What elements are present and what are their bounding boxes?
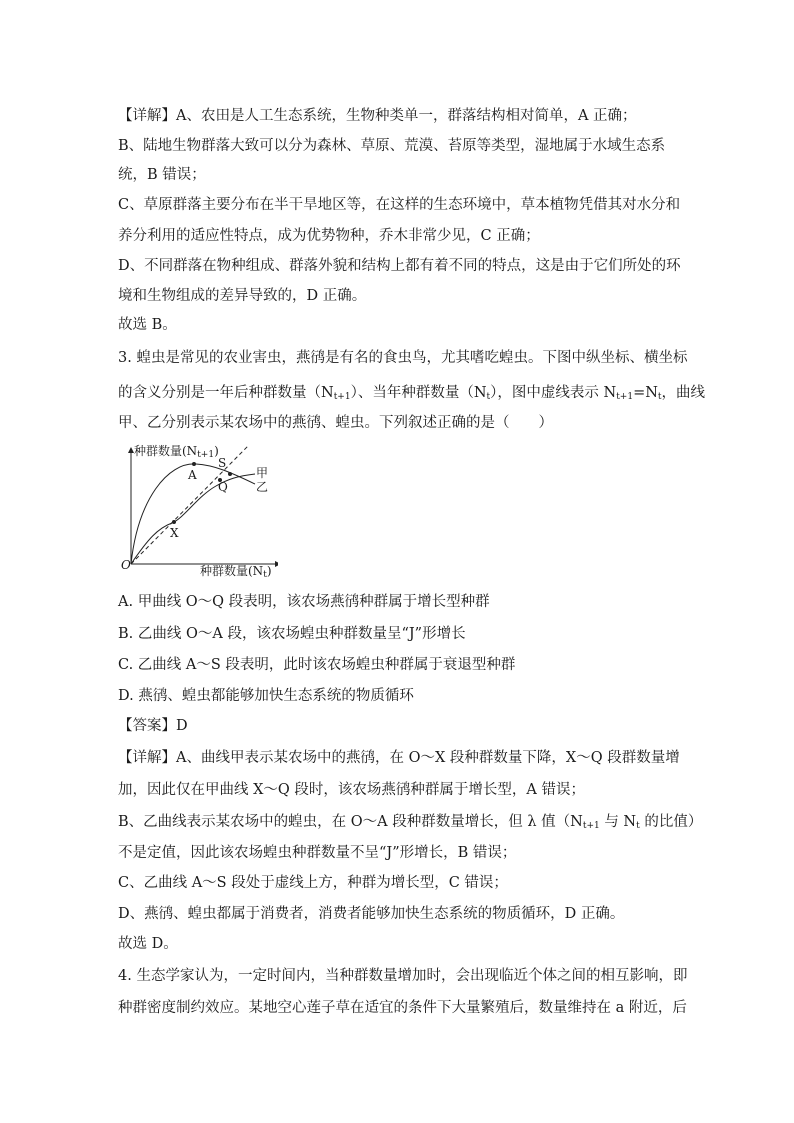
population-curve-figure <box>118 444 278 584</box>
point-A-label: A <box>188 468 197 482</box>
detail-line: D、不同群落在物种组成、群落外貌和结构上都有着不同的特点，这是由于它们所处的环 <box>118 258 681 274</box>
detail-line: D、燕鸻、蝗虫都属于消费者，消费者能够加快生态系统的物质循环，D 正确。 <box>118 906 625 922</box>
detail-line: 【详解】A、曲线甲表示某农场中的燕鸻，在 O～X 段种群数量下降，X～Q 段群数量增 <box>118 750 680 766</box>
question-stem-line: 的含义分别是一年后种群数量$(N_{t+1})$、当年种群数量$(N_t)$，图中虚线表示 $N_{t+1}=N_t$，曲线 <box>118 385 706 402</box>
curve-jia <box>131 474 255 564</box>
point-S-label: S <box>218 456 227 470</box>
point-S-dot <box>228 472 232 476</box>
option-a: A. 甲曲线 O～Q 段表明，该农场燕鸻种群属于增长型种群 <box>118 594 490 610</box>
point-A-dot <box>192 462 196 466</box>
detail-line: 【详解】A、农田是人工生态系统，生物种类单一，群落结构相对简单，A 正确； <box>118 108 637 124</box>
origin-label: O <box>121 558 131 572</box>
conclusion-line: 故选 D。 <box>118 936 178 952</box>
question-stem-line: 4. 生态学家认为，一定时间内，当种群数量增加时，会出现临近个体之间的相互影响，即 <box>118 968 688 984</box>
detail-line: 境和生物组成的差异导致的，D 正确。 <box>118 288 367 304</box>
detail-line: C、草原群落主要分布在半干旱地区等，在这样的生态环境中，草本植物凭借其对水分和 <box>118 197 681 213</box>
detail-line: B、乙曲线表示某农场中的蝗虫，在 O～A 段种群数量增长，但 λ 值（$N_{t+1}$ 与 $N_t$ 的比值） <box>118 814 703 831</box>
question-stem-line: 种群密度制约效应。某地空心莲子草在适宜的条件下大量繁殖后，数量维持在 a 附近，后 <box>118 1000 687 1016</box>
point-X-label: X <box>170 526 179 540</box>
detail-line: B、陆地生物群落大致可以分为森林、草原、荒漠、苔原等类型，湿地属于水域生态系 <box>118 138 666 154</box>
option-c: C. 乙曲线 A～S 段表明，此时该农场蝗虫种群属于衰退型种群 <box>118 657 516 673</box>
detail-line: 加，因此仅在甲曲线 X～Q 段时，该农场燕鸻种群属于增长型，A 错误； <box>118 782 586 798</box>
answer-line: 【答案】D <box>118 718 188 734</box>
question-stem-line: 3. 蝗虫是常见的农业害虫，燕鸻是有名的食虫鸟，尤其嗜吃蝗虫。下图中纵坐标、横坐标 <box>118 350 688 366</box>
detail-line: C、乙曲线 A～S 段处于虚线上方，种群为增长型，C 错误； <box>118 875 508 891</box>
point-X-dot <box>172 520 176 524</box>
point-Q-label: Q <box>218 480 228 494</box>
option-b: B. 乙曲线 O～A 段，该农场蝗虫种群数量呈“J”形增长 <box>118 626 466 642</box>
detail-line: 养分利用的适应性特点，成为优势物种，乔木非常少见，C 正确； <box>118 228 540 244</box>
detail-line: 不是定值，因此该农场蝗虫种群数量不呈“J”形增长，B 错误； <box>118 845 517 861</box>
x-axis-label: 种群数量$(N_t)$ <box>200 564 272 580</box>
curve-jia-label: 甲 <box>256 466 269 480</box>
question-stem-line: 甲、乙分别表示某农场中的燕鸻、蝗虫。下列叙述正确的是（ ） <box>118 415 553 431</box>
y-axis-label: 种群数量$(N_{t+1})$ <box>134 444 219 460</box>
conclusion-line: 故选 B。 <box>118 317 177 333</box>
detail-line: 统，B 错误； <box>118 167 206 183</box>
curve-yi-label: 乙 <box>256 480 269 494</box>
option-d: D. 燕鸻、蝗虫都能够加快生态系统的物质循环 <box>118 688 414 704</box>
figure-graphic <box>118 444 278 584</box>
